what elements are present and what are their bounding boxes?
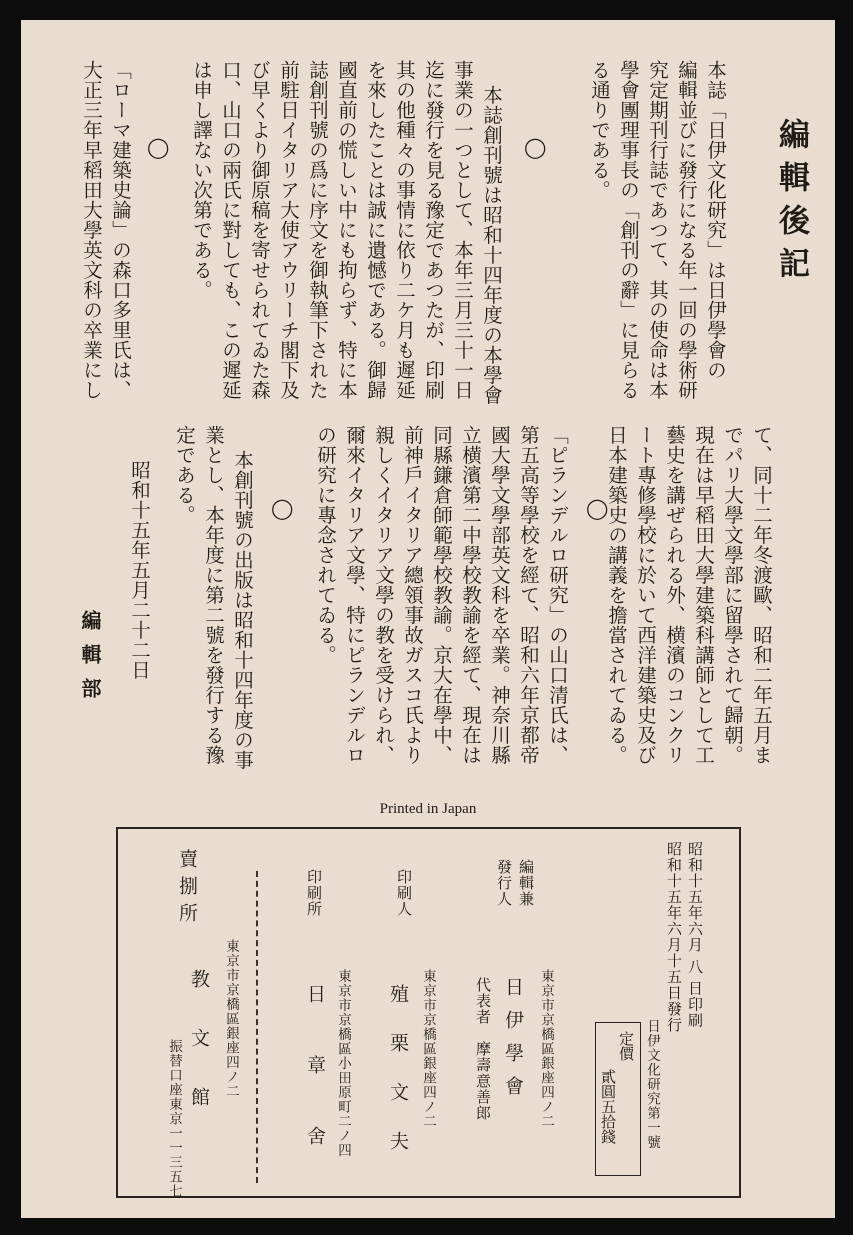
signature-text: 編輯部 — [78, 610, 102, 712]
page-title — [769, 118, 814, 298]
editor-org: 日伊學會 — [502, 977, 524, 1109]
column-22: 藝史を講ぜられる外、横濱のコンクリ — [663, 425, 686, 765]
column-6: 本誌創刊號は昭和十四年度の本學會 — [480, 85, 503, 405]
column-15: 口、山口の兩氏に對しても、この遲延 — [219, 60, 242, 400]
column-18: 大正三年早稻田大學英文科の卒業にし — [80, 60, 103, 400]
page — [21, 20, 835, 1218]
section-circle-1: ◯ — [524, 135, 547, 159]
column-28: 立横濱第二中學校教諭を經て、現在は — [459, 425, 482, 765]
section-circle-2: ◯ — [147, 135, 170, 159]
editorial-date: 昭和十五年五月二十二日 — [128, 460, 151, 680]
seller-name: 教文館 — [188, 969, 210, 1146]
column-17: 「ローマ建築史論」の森口多里氏は、 — [109, 60, 132, 400]
section-circle-4: ◯ — [271, 496, 294, 520]
column-29: 同縣鎌倉師範學校教諭。京大在學中、 — [430, 425, 453, 765]
column-5: る通りである。 — [588, 60, 611, 200]
column-24: 日本建築史の講義を擔當されてゐる。 — [605, 425, 628, 765]
column-16: は申し譯ない次第である。 — [190, 60, 213, 300]
issue-date: 昭和十五年六月十五日發行 — [665, 841, 683, 1033]
signature — [76, 610, 105, 717]
column-32: 爾來イタリア文學、特にピランデルロ — [343, 425, 366, 765]
column-3: 究定期刊行誌であつて、其の使命は本 — [646, 60, 669, 400]
editor-rep-name: 摩壽意善郎 — [474, 1041, 492, 1121]
column-23: ート專修學校に於いて西洋建築史及び — [634, 425, 657, 765]
journal-issue: 日伊文化研究第一號 — [644, 1019, 660, 1150]
seller-address: 東京市京橋區銀座四ノ二 — [223, 939, 239, 1099]
column-10: を來したことは誠に遺憾である。御歸 — [364, 60, 387, 400]
print-shop-name: 日章舍 — [304, 984, 326, 1197]
column-4: 學會團理事長の「創刊の辭」に見らる — [617, 60, 640, 400]
column-36: 定である。 — [173, 425, 196, 525]
column-11: 國直前の慌しい中にも拘らず、特に本 — [335, 60, 358, 400]
column-25: 「ピランデルロ研究」の山口清氏は、 — [546, 425, 569, 765]
print-date: 昭和十五年六月 八 日印刷 — [686, 841, 704, 1029]
printed-in-japan: Printed in Japan — [379, 801, 477, 817]
colophon — [116, 827, 741, 1198]
column-31: 親しくイタリア文學の教を受けられ、 — [372, 425, 395, 765]
seller-account: 振替口座東京一一三五七 — [166, 1039, 182, 1199]
printer-name: 殖栗文夫 — [387, 984, 409, 1180]
column-20: でパリ大學文學部に留學されて歸朝。 — [721, 425, 744, 765]
column-21: 現在は早稻田大學建築科講師として工 — [692, 425, 715, 765]
column-33: の研究に專念されてゐる。 — [314, 425, 337, 665]
editor-rep-title: 代表者 — [474, 977, 492, 1025]
column-2: 編輯並びに發行になる年一回の學術研 — [675, 60, 698, 400]
seller-label: 賣捌所 — [176, 849, 198, 930]
dashed-divider — [256, 871, 258, 1183]
printer-label: 印刷人 — [395, 869, 413, 917]
column-34: 本創刊號の出版は昭和十四年度の事 — [231, 450, 254, 770]
print-shop-label: 印刷所 — [305, 869, 323, 917]
column-30: 前神戶イタリア總領事故ガスコ氏より — [401, 425, 424, 765]
price-value: 貳圓五拾錢 — [599, 1069, 617, 1144]
editor-label: 編輯兼 — [517, 859, 535, 907]
section-circle-3: ◯ — [586, 496, 609, 520]
publisher-label: 發行人 — [495, 859, 513, 907]
column-14: び早くより御原稿を寄せられてゐた森 — [248, 60, 271, 400]
price-label: 定價 — [617, 1031, 635, 1061]
column-26: 第五高等學校を經て、昭和六年京都帝 — [517, 425, 540, 765]
column-8: 迄に發行を見る豫定であつたが、印刷 — [422, 60, 445, 400]
column-12: 誌創刊號の爲に序文を御執筆下された — [306, 60, 329, 400]
column-35: 業とし、本年度に第二號を發行する豫 — [202, 425, 225, 765]
column-27: 國大學文學部英文科を卒業。神奈川縣 — [488, 425, 511, 765]
price-box — [595, 1022, 641, 1176]
column-9: 其の他種々の事情に依り二ケ月も遲延 — [393, 60, 416, 400]
printer-address: 東京市京橋區銀座四ノ二 — [420, 969, 436, 1129]
title-text: 編輯後記 — [773, 118, 809, 290]
column-7: 事業の一つとして、本年三月三十一日 — [451, 60, 474, 400]
editor-address: 東京市京橋區銀座四ノ二 — [538, 969, 554, 1129]
column-13: 前駐日イタリア大使アウリーチ閣下及 — [277, 60, 300, 400]
print-shop-address: 東京市京橋區小田原町二ノ四 — [335, 969, 351, 1158]
column-19: て、同十二年冬渡歐、昭和二年五月ま — [750, 425, 773, 765]
column-1: 本誌「日伊文化研究」は日伊學會の — [704, 60, 727, 380]
